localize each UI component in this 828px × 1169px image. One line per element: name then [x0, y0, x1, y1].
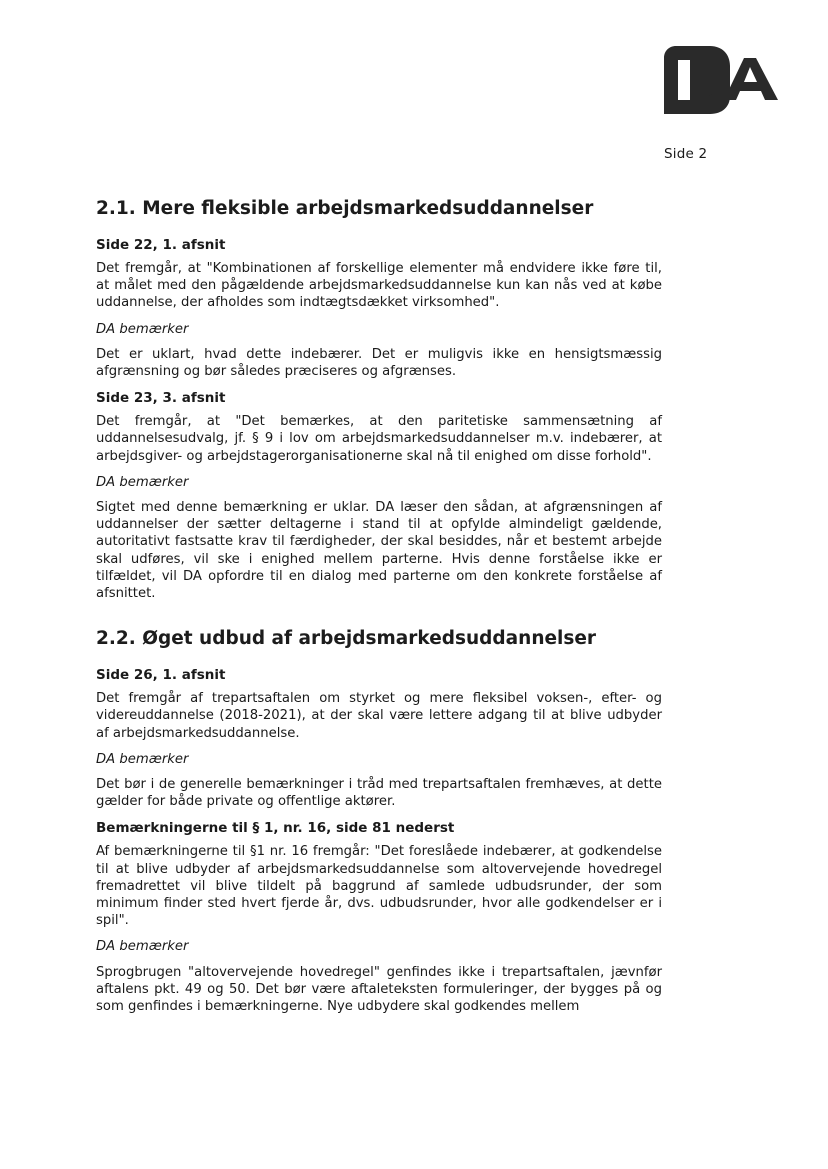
note-paragraph: Sigtet med denne bemærkning er uklar. DA læser den sådan, at afgrænsningen af uddannelser der sætter deltagerne i stand til at opfylde almindeligt gældende, autoritativt fastsatte krav til færdigheder, der skal besiddes, når et bestemt arbejde skal udføres, vil ske i enighed mellem parterne. Hvis denne forståelse ikke er tilfældet, vil DA opfordre til en dialog med parterne om den konkrete forståelse af afsnittet. — [96, 500, 662, 602]
section-2-1 — [96, 196, 662, 602]
note-paragraph: Sprogbrugen "altovervejende hovedregel" genfindes ikke i trepartsaftalen, jævnfør aftalens pkt. 49 og 50. Det bør være aftaleteksten formuleringer, der bygges på og som genfindes i bemærkningerne. Nye udbydere skal godkendes mellem — [96, 964, 662, 1015]
subsection — [96, 236, 662, 380]
page-number: Side 2 — [664, 146, 708, 162]
paragraph: Af bemærkningerne til §1 nr. 16 fremgår: "Det foreslåede indebærer, at godkendelse til at blive udbyder af arbejdsmarkedsuddannelse som altovervejende hovedregel fremadrettet vil blive tildelt på baggrund af samlede udbudsrunder, der som minimum finder sted hvert fjerde år, dvs. udbudsrunder, hvor alle godkendelser er i spil". — [96, 844, 662, 929]
subsection-heading: Bemærkningerne til § 1, nr. 16, side 81 nederst — [96, 820, 455, 837]
subsection-heading: Side 22, 1. afsnit — [96, 237, 226, 253]
paragraph: Det fremgår, at "Det bemærkes, at den paritetiske sammensætning af uddannelsesudvalg, jf. § 9 i lov om arbejdsmarkedsuddannelser m.v. indebærer, at arbejdsgiver- og arbejdstagerorganisationerne skal nå til enighed om disse forhold". — [96, 414, 662, 464]
subsection-heading: Side 23, 3. afsnit — [96, 390, 226, 407]
da-logo — [664, 46, 780, 114]
section-heading: 2.1. Mere fleksible arbejdsmarkedsuddannelser — [96, 198, 594, 219]
note-paragraph: Det er uklart, hvad dette indebærer. Det er muligvis ikke en hensigtsmæssig afgrænsning og bør således præciseres og afgrænses. — [96, 346, 662, 380]
subsection — [96, 666, 662, 810]
section-heading: 2.2. Øget udbud af arbejdsmarkedsuddannelser — [96, 628, 597, 650]
note-paragraph: Det bør i de generelle bemærkninger i tråd med trepartsaftalen fremhæves, at dette gælder for både private og offentlige aktører. — [96, 777, 662, 810]
note-label: DA bemærker — [96, 321, 189, 337]
subsection — [96, 819, 662, 1015]
note-label: DA bemærker — [96, 474, 189, 490]
note-label: DA bemærker — [96, 751, 189, 767]
subsection — [96, 389, 662, 602]
section-2-2 — [96, 626, 662, 1015]
subsection-heading: Side 26, 1. afsnit — [96, 667, 226, 684]
paragraph: Det fremgår af trepartsaftalen om styrket og mere fleksibel voksen-, efter- og videreuddannelse (2018-2021), at der skal være lettere adgang til at blive udbyder af arbejdsmarkedsuddannelse. — [96, 691, 662, 741]
document-body — [96, 196, 662, 1024]
paragraph: Det fremgår, at "Kombinationen af forskellige elementer må endvidere ikke føre til, at målet med den pågældende arbejdsmarkedsuddannelse kun kan nås ved at købe uddannelse, der afholdes som indtægtsdækket virksomhed". — [96, 261, 662, 311]
note-label: DA bemærker — [96, 939, 189, 955]
